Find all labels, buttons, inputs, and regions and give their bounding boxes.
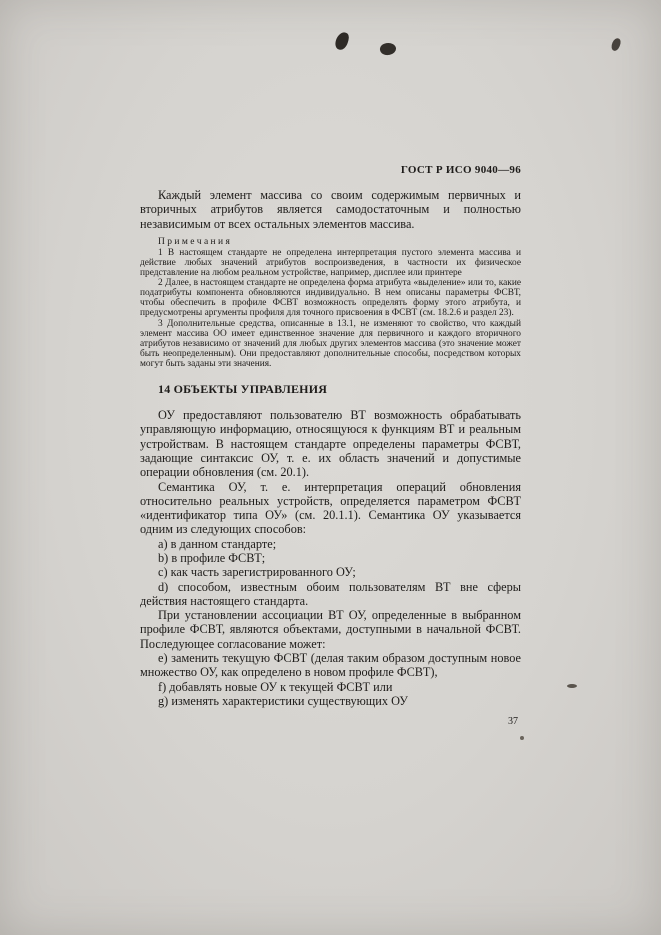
scan-artifact [379, 42, 397, 57]
list-item-e: e) заменить текущую ФСВТ (делая таким образом доступным новое множество ОУ, как определено в новом профиле ФСВТ), [140, 651, 521, 680]
note-item-3: 3 Дополнительные средства, описанные в 13.1, не изменяют то свойство, что каждый элемент массива ОО имеет единственное значение для первичного и каждого вторичного атрибутов независимо от значений для любых других элементов массива (это значение может быть неопределенным). Они предоставляют дополнительные способы, посредством которых могут быть заданы эти значения. [140, 318, 521, 369]
list-item-g: g) изменять характеристики существующих ОУ [158, 693, 408, 708]
section-heading: 14 ОБЪЕКТЫ УПРАВЛЕНИЯ [158, 382, 328, 397]
list-item-c: c) как часть зарегистрированного ОУ; [158, 565, 356, 580]
scan-artifact [520, 736, 524, 740]
list-item-a: a) в данном стандарте; [158, 536, 277, 551]
intro-paragraph: Каждый элемент массива со своим содержимым первичных и вторичных атрибутов является самодостаточным и полностью независимым от всех остальных элементов массива. [140, 188, 521, 231]
paragraph: Семантика ОУ, т. е. интерпретация операций обновления относительно реальных устройств, определяется параметром ФСВТ «идентификатор типа ОУ» (см. 20.1.1). Семантика ОУ указывается одним из следующих способов: [140, 479, 521, 537]
note-item-1: 1 В настоящем стандарте не определена интерпретация пустого элемента массива и действие любых значений атрибутов воспроизведения, в частности их физическое представление на любом реальном устройстве, например, дисплее или принтере [140, 247, 521, 279]
list-item-b: b) в профиле ФСВТ; [158, 550, 266, 565]
list-item-d: d) способом, известным обоим пользователям ВТ вне сферы действия настоящего стандарта. [140, 579, 521, 608]
list-item-f: f) добавлять новые ОУ к текущей ФСВТ или [158, 679, 393, 694]
scan-artifact [334, 31, 350, 52]
standard-number: ГОСТ Р ИСО 9040—96 [400, 164, 521, 176]
paragraph: ОУ предоставляют пользователю ВТ возможность обрабатывать управляющую информацию, относящуюся к функциям ВТ и реальным устройствам. В настоящем стандарте определены параметры ФСВТ, задающие синтаксис ОУ, т. е. их область значений и допустимые операции обновления (см. 20.1). [140, 408, 521, 480]
page-header [140, 164, 521, 176]
page-content [140, 188, 521, 708]
notes-heading: П р и м е ч а н и я [158, 236, 230, 247]
scan-artifact [567, 684, 577, 688]
paragraph: При установлении ассоциации ВТ ОУ, определенные в выбранном профиле ФСВТ, являются объектами, доступными в начальной ФСВТ. Последующее согласование может: [140, 608, 521, 651]
page-number: 37 [508, 716, 518, 727]
note-item-2: 2 Далее, в настоящем стандарте не определена форма атрибута «выделение» или то, какие податрибуты компонента обновляются индивидуально. В нем описаны параметры ФСВТ, чтобы обеспечить в профиле ФСВТ возможность определять форму этого атрибута, и предусмотрены аргументы профиля для точного присвоения в ФСВТ (см. 18.2.6 и раздел 23). [140, 278, 521, 319]
scan-artifact [610, 37, 623, 52]
